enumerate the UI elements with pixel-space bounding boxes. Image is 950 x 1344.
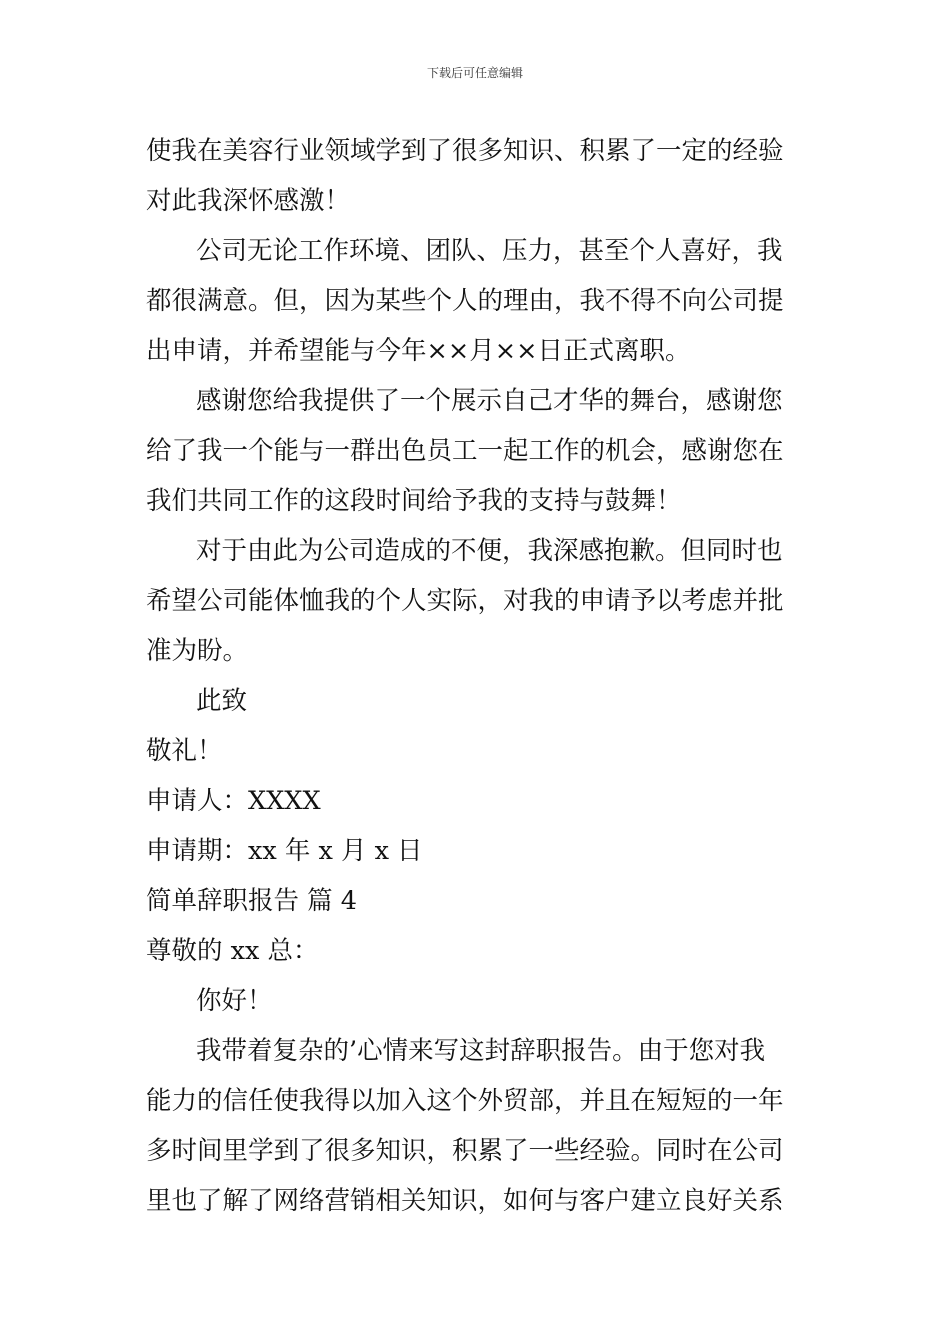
text-line: 多时间里学到了很多知识，积累了一些经验。同时在公司 xyxy=(146,1136,784,1166)
text-line: 希望公司能体恤我的个人实际，对我的申请予以考虑并批 xyxy=(146,586,784,616)
greeting-hello: 你好！ xyxy=(196,986,273,1016)
closing-salutation: 此致 xyxy=(196,686,248,716)
document-body xyxy=(146,126,810,1226)
paragraph-start: 我带着复杂的’心情来写这封辞职报告。由于您对我 xyxy=(196,1036,766,1066)
date-line: 申请期：xx 年 x 月 x 日 xyxy=(146,836,423,866)
text-line: 我们共同工作的这段时间给予我的支持与鼓舞！ xyxy=(146,486,682,516)
paragraph-start: 公司无论工作环境、团队、压力，甚至个人喜好，我 xyxy=(196,236,783,266)
section-title: 简单辞职报告 篇 4 xyxy=(146,886,357,916)
closing-regards: 敬礼！ xyxy=(146,736,223,766)
text-line: 给了我一个能与一群出色员工一起工作的机会，感谢您在 xyxy=(146,436,784,466)
text-line: 准为盼。 xyxy=(146,636,249,666)
paragraph-start: 对于由此为公司造成的不便，我深感抱歉。但同时也 xyxy=(196,536,783,566)
text-line: 里也了解了网络营销相关知识，如何与客户建立良好关系 xyxy=(146,1186,784,1216)
text-line: 出申请，并希望能与今年××月××日正式离职。 xyxy=(146,336,691,366)
applicant-line: 申请人：XXXX xyxy=(146,786,321,816)
text-line: 能力的信任使我得以加入这个外贸部，并且在短短的一年 xyxy=(146,1086,784,1116)
greeting-recipient: 尊敬的 xx 总： xyxy=(146,936,319,966)
text-line: 对此我深怀感激！ xyxy=(146,186,351,216)
paragraph-start: 感谢您给我提供了一个展示自己才华的舞台，感谢您 xyxy=(196,386,783,416)
text-line: 都很满意。但，因为某些个人的理由，我不得不向公司提 xyxy=(146,286,784,316)
page-header: 下载后可任意编辑 xyxy=(426,66,523,80)
text-line: 使我在美容行业领域学到了很多知识、积累了一定的经验 xyxy=(146,136,784,166)
